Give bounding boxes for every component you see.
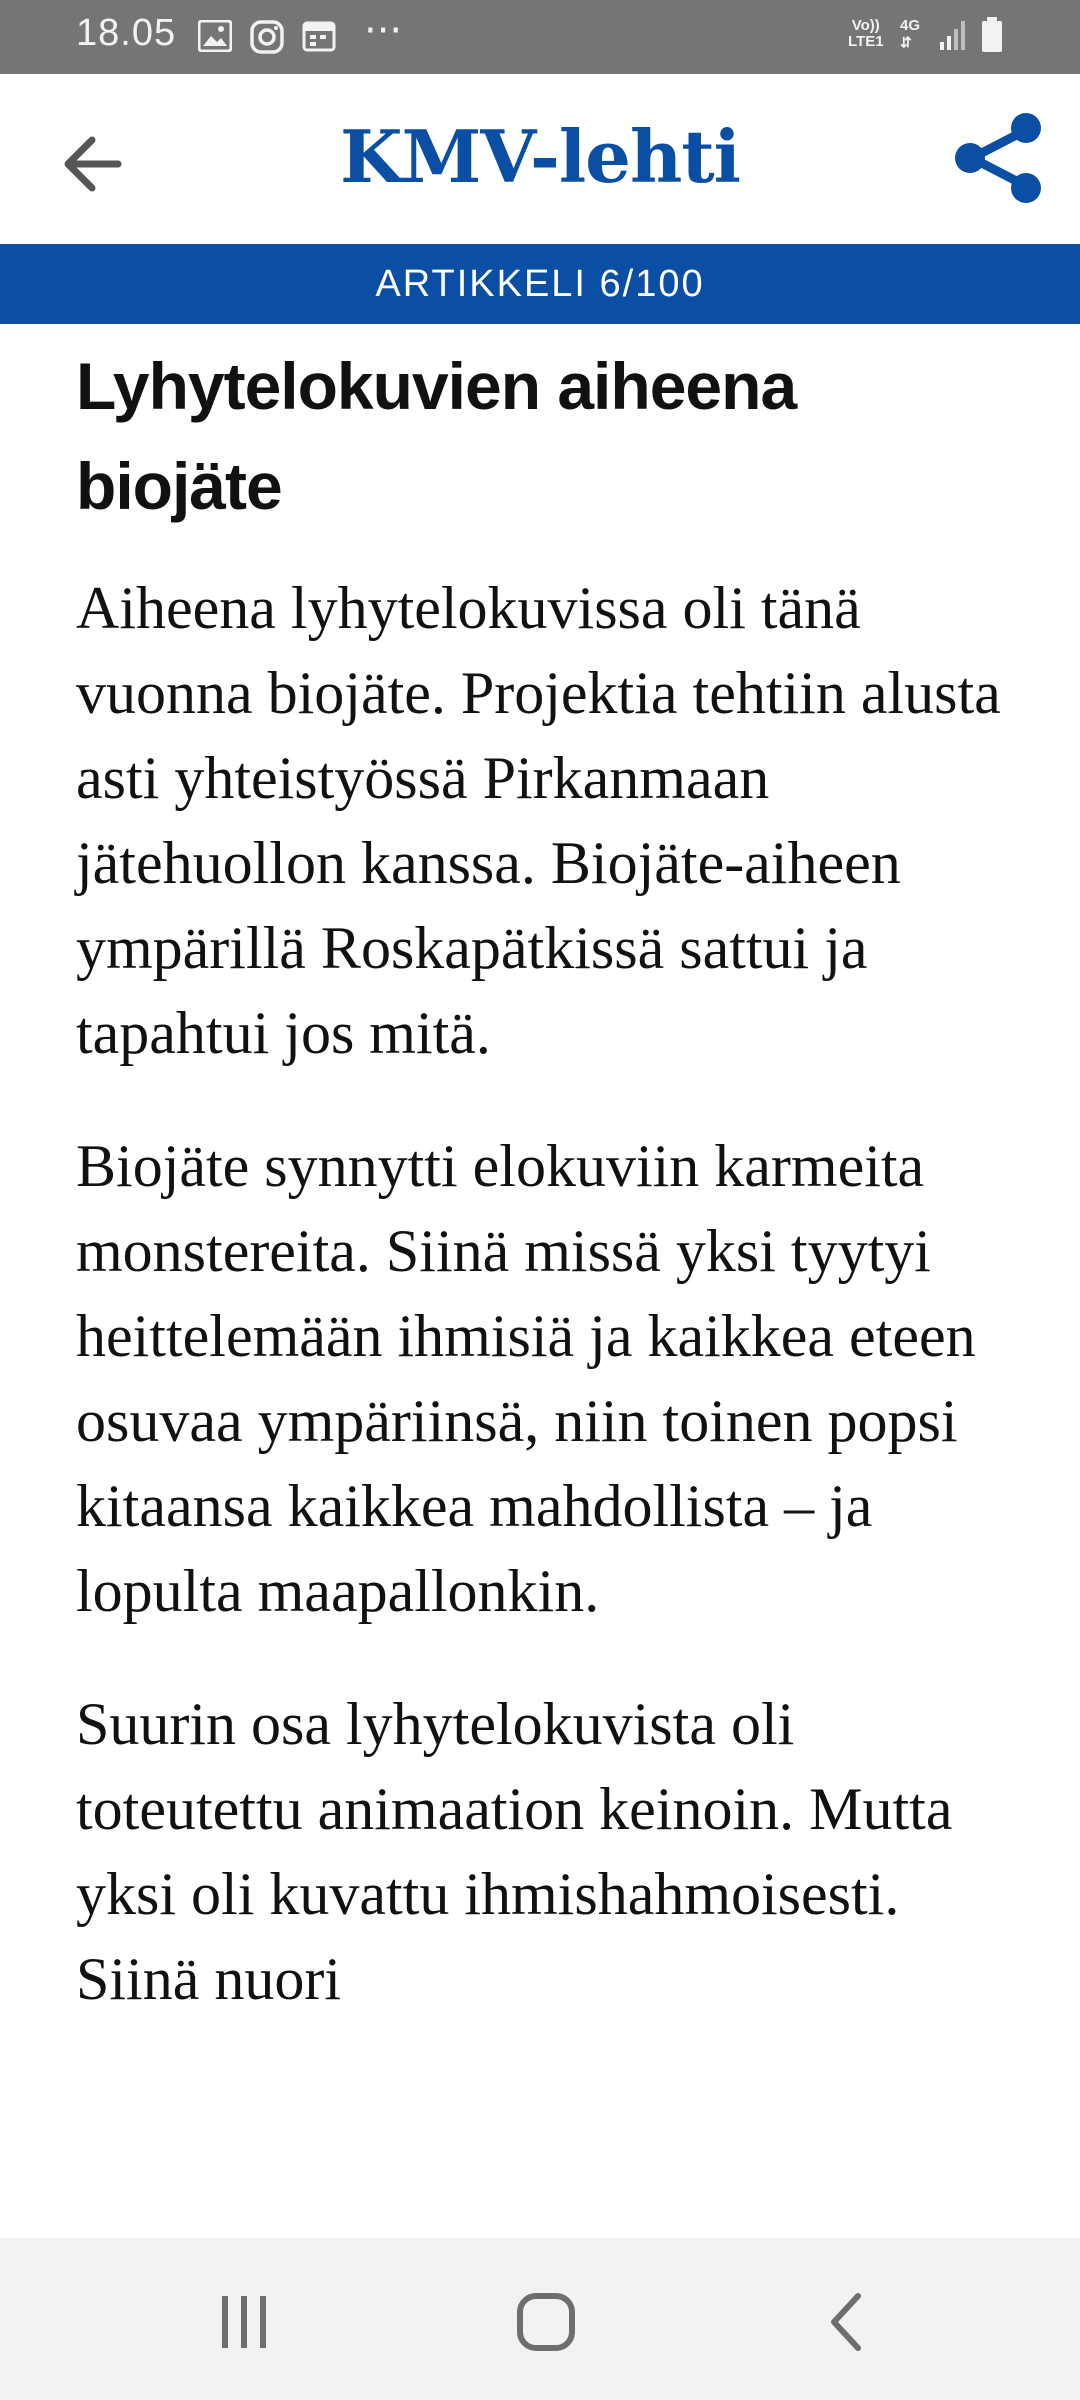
recent-apps-button[interactable] xyxy=(196,2274,292,2370)
article-paragraph: Aiheena lyhytelokuvissa oli tänä vuonna biojäte. Projektia tehtiin alusta asti yhteistyössä Pirkanmaan jätehuollon kanssa. Biojäte-aiheen ympärillä Roskapätkissä sattui ja tapahtui jos mitä. xyxy=(76,575,1001,1066)
battery-icon xyxy=(980,16,1004,58)
article-body xyxy=(76,336,1016,2022)
signal-icon xyxy=(938,18,968,56)
system-nav-bar xyxy=(0,2238,1080,2400)
system-back-button[interactable] xyxy=(800,2274,896,2370)
brand-logo: KMV-lehti xyxy=(340,114,740,199)
status-bar xyxy=(0,0,1080,74)
app-header xyxy=(0,74,1080,244)
article-paragraph: Biojäte synnytti elokuviin karmeita monstereita. Siinä missä yksi tyytyi heittelemään ihmisiä ja kaikkea eteen osuvaa ympäriinsä, niin toinen popsi kitaansa kaikkea mahdollista – ja lopulta maapallonkin. xyxy=(76,1133,976,1624)
article-counter: ARTIKKELI 6/100 xyxy=(0,244,1080,324)
gallery-icon xyxy=(198,20,232,56)
network-indicator: Vo)) LTE1 xyxy=(848,17,884,50)
status-time: 18.05 xyxy=(76,12,177,54)
article-headline: Lyhytelokuvien aiheena biojäte xyxy=(76,349,797,523)
share-button[interactable] xyxy=(948,108,1048,208)
overflow-dots: ··· xyxy=(364,8,403,54)
network-type: 4G ⇵ xyxy=(900,17,921,50)
share-icon xyxy=(948,108,1048,208)
back-icon xyxy=(800,2274,896,2370)
home-button[interactable] xyxy=(498,2274,594,2370)
home-icon xyxy=(498,2274,594,2370)
article-paragraph: Suurin osa lyhytelokuvista oli toteutettu animaation keinoin. Mutta yksi oli kuvattu ihmishahmoisesti. Siinä nuori xyxy=(76,1691,953,2012)
calendar-icon xyxy=(302,20,336,56)
recent-apps-icon xyxy=(196,2274,292,2370)
instagram-icon xyxy=(250,20,284,58)
